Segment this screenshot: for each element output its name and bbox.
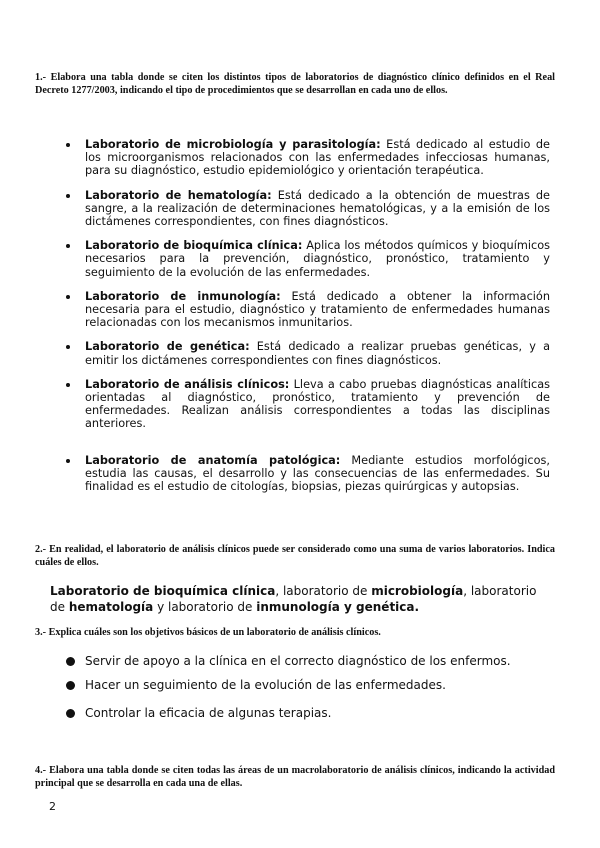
lab-description: Mediante estudios morfológicos, estudia las causas, el desarrollo y las consecuencias de las enfermedades. Su finalidad es el estudio de citologías, biopsias, piezas quirúrgicas y autopsias.	[85, 453, 551, 494]
list-item	[66, 340, 550, 366]
bullet-icon	[66, 295, 70, 299]
lab-description: Está dedicado a realizar pruebas genéticas, y a emitir los dictámenes correspondientes con fines diagnósticos.	[85, 340, 551, 367]
list-item	[66, 378, 550, 431]
objective-text: Servir de apoyo a la clínica en el correcto diagnóstico de los enfermos.	[85, 654, 511, 668]
question-4: 4.- Elabora una tabla donde se citen todas las áreas de un macrolaboratorio de análisis clínicos, indicando la actividad principal que se desarrolla en cada una de ellas.	[35, 765, 555, 789]
lab-description: Lleva a cabo pruebas diagnósticas analíticas orientadas al diagnóstico, pronóstico, tratamiento y prevención de enfermedades. Realizan análisis correspondientes a todas las disciplinas anteriores.	[85, 377, 550, 431]
question-1: 1.- Elabora una tabla donde se citen los distintos tipos de laboratorios de diagnóstico clínico definidos en el Real Decreto 1277/2003, indicando el tipo de procedimientos que se desarrollan en cada uno de ellos.	[35, 72, 555, 96]
list-item	[66, 654, 556, 668]
question-2: 2.- En realidad, el laboratorio de análisis clínicos puede ser considerado como una suma de varios laboratorios. Indica cuáles de ellos.	[35, 544, 555, 568]
objective-text: Controlar la eficacia de algunas terapias.	[85, 706, 332, 720]
answer-2	[50, 583, 555, 615]
page-number: 2	[49, 800, 56, 813]
bullet-icon	[66, 345, 70, 349]
answer-text: , laboratorio de	[275, 584, 372, 598]
lab-title: Laboratorio de bioquímica clínica:	[85, 239, 303, 253]
answer-term: hematología	[68, 600, 154, 614]
bullet-icon	[66, 681, 75, 690]
list-item	[66, 290, 550, 330]
answer-term: microbiología	[371, 584, 464, 598]
lab-description: Está dedicado a la obtención de muestras de sangre, a la realización de determinaciones hematológicas, y a la emisión de los dictámenes correspondientes, con fines diagnósticos.	[85, 188, 550, 229]
answer-term: inmunología y genética.	[256, 600, 420, 614]
list-item	[66, 706, 556, 720]
bullet-icon	[66, 244, 70, 248]
bullet-icon	[66, 709, 75, 718]
lab-description: Está dedicado al estudio de los microorganismos relacionados con las enfermedades infecciosas humanas, para su diagnóstico, estudio epidemiológico y orientación terapéutica.	[85, 138, 550, 178]
lab-title: Laboratorio de genética:	[85, 340, 250, 354]
bullet-icon	[66, 383, 70, 387]
lab-description: Aplica los métodos químicos y bioquímicos necesarios para la prevención, diagnóstico, pronóstico, tratamiento y seguimiento de la evolución de las enfermedades.	[85, 239, 550, 279]
answer-term: Laboratorio de bioquímica clínica	[50, 584, 276, 598]
answer-text: y laboratorio de	[153, 600, 257, 614]
objectives-list	[66, 654, 556, 730]
bullet-icon	[66, 194, 70, 198]
lab-title: Laboratorio de hematología:	[85, 188, 272, 202]
list-item	[66, 138, 550, 178]
lab-title: Laboratorio de inmunología:	[85, 289, 281, 303]
bullet-icon	[66, 143, 70, 147]
list-item	[66, 678, 556, 692]
bullet-icon	[66, 657, 75, 666]
list-item	[66, 454, 550, 494]
list-item	[66, 189, 550, 229]
laboratory-list	[66, 138, 550, 504]
lab-title: Laboratorio de anatomía patológica:	[85, 453, 341, 467]
lab-description: Está dedicado a obtener la información necesaria para el estudio, diagnóstico y tratamiento de enfermedades humanas relacionadas con los mecanismos inmunitarios.	[85, 289, 550, 330]
list-item	[66, 239, 550, 279]
bullet-icon	[66, 459, 70, 463]
question-3: 3.- Explica cuáles son los objetivos básicos de un laboratorio de análisis clínicos.	[35, 627, 381, 638]
lab-title: Laboratorio de microbiología y parasitología:	[85, 138, 381, 151]
lab-title: Laboratorio de análisis clínicos:	[85, 377, 290, 391]
answer-text: , laboratorio de	[50, 584, 537, 614]
objective-text: Hacer un seguimiento de la evolución de las enfermedades.	[85, 678, 446, 692]
